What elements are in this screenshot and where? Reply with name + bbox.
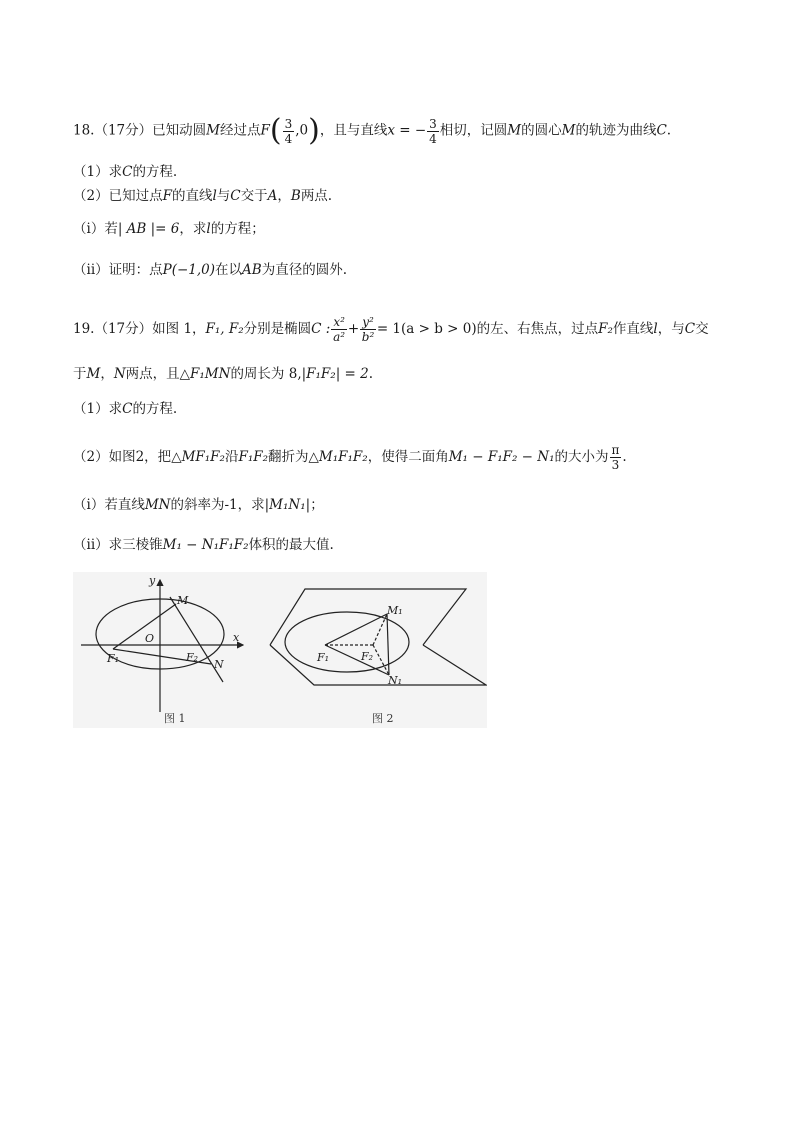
q19-stem-line2: 于M，N两点，且△F₁MN的周长为 8,|F₁F₂| = 2.	[73, 366, 374, 382]
figure-2	[270, 589, 486, 685]
fraction-3-4-b: $\frac{3}{4}$	[429, 116, 437, 146]
q18-part2-i: （i）若| AB |= 6，求l的方程；	[73, 221, 265, 237]
fig1-label-y: y	[149, 574, 156, 587]
fig1-label-F2: F₂	[186, 651, 199, 664]
fig2-F1-N1	[325, 645, 389, 675]
fig1-label-F1: F₁	[107, 652, 120, 665]
fig1-label-O: O	[145, 632, 155, 645]
figures-panel	[73, 572, 487, 728]
fig2-F2-N1	[373, 645, 389, 675]
fraction-3-4: $\frac{3}{4}$	[284, 116, 293, 146]
fig1-label-N: N	[214, 658, 224, 671]
q19-part1: （1）求C的方程.	[73, 401, 178, 417]
fig2-ellipse	[285, 612, 409, 672]
fig1-caption: 图 1	[164, 712, 186, 725]
q18-part1: （1）求C的方程.	[73, 164, 178, 180]
fraction-pi-3: $\frac{\pi}{3}$	[611, 443, 620, 472]
figures-svg	[73, 572, 487, 728]
fig2-label-F2: F₂	[361, 650, 374, 663]
q19-stem: 19.（17分）如图 1，F₁, F₂分别是椭圆C : $\frac{\text{x²}}{\text{a²}}$ + $\frac{\text{y²}}{\text{b²}}$ = 1(a > b > 0)的左、右焦点，过点F₂作直线l，与C交	[73, 315, 709, 344]
fig2-label-M1: M₁	[387, 604, 403, 617]
fig1-label-x: x	[233, 631, 240, 644]
q19-part2-i: （i）若直线MN的斜率为-1，求|M₁N₁|；	[73, 497, 324, 513]
fraction-y2-b2: $\frac{\text{y²}}{\text{b²}}$	[361, 315, 375, 344]
q18-stem: 18.（17分）已知动圆M经过点F( $\frac{3}{4}$ ,0)，且与直线x = − $\frac{3}{4}$ 相切，记圆M的圆心M的轨迹为曲线C.	[73, 113, 672, 148]
q18-part2: （2）已知过点F的直线l与C交于A，B两点.	[73, 188, 333, 204]
fig2-lower-plane	[270, 645, 486, 685]
fig1-label-M: M	[177, 594, 189, 607]
q19-part2-ii: （ii）求三棱锥M₁ − N₁F₁F₂体积的最大值.	[73, 537, 334, 553]
q18-part2-ii: （ii）证明：点P(−1,0)在以AB为直径的圆外.	[73, 262, 348, 278]
fig2-M1-N1	[387, 614, 389, 675]
fraction-x2-a2: $\frac{\text{x²}}{\text{a²}}$	[333, 315, 346, 344]
q19-part2: （2）如图2，把△MF₁F₂沿F₁F₂翻折为△M₁F₁F₂，使得二面角M₁ − F₁F₂ − N₁的大小为 $\frac{\pi}{3}$ .	[73, 443, 627, 472]
fig2-upper-plane	[270, 589, 466, 645]
fig2-label-F1: F₁	[317, 651, 330, 664]
figure-1	[81, 580, 243, 712]
fig2-F1-M1	[325, 614, 387, 645]
fig2-caption: 图 2	[372, 712, 394, 725]
fig2-label-N1: N₁	[388, 674, 403, 687]
